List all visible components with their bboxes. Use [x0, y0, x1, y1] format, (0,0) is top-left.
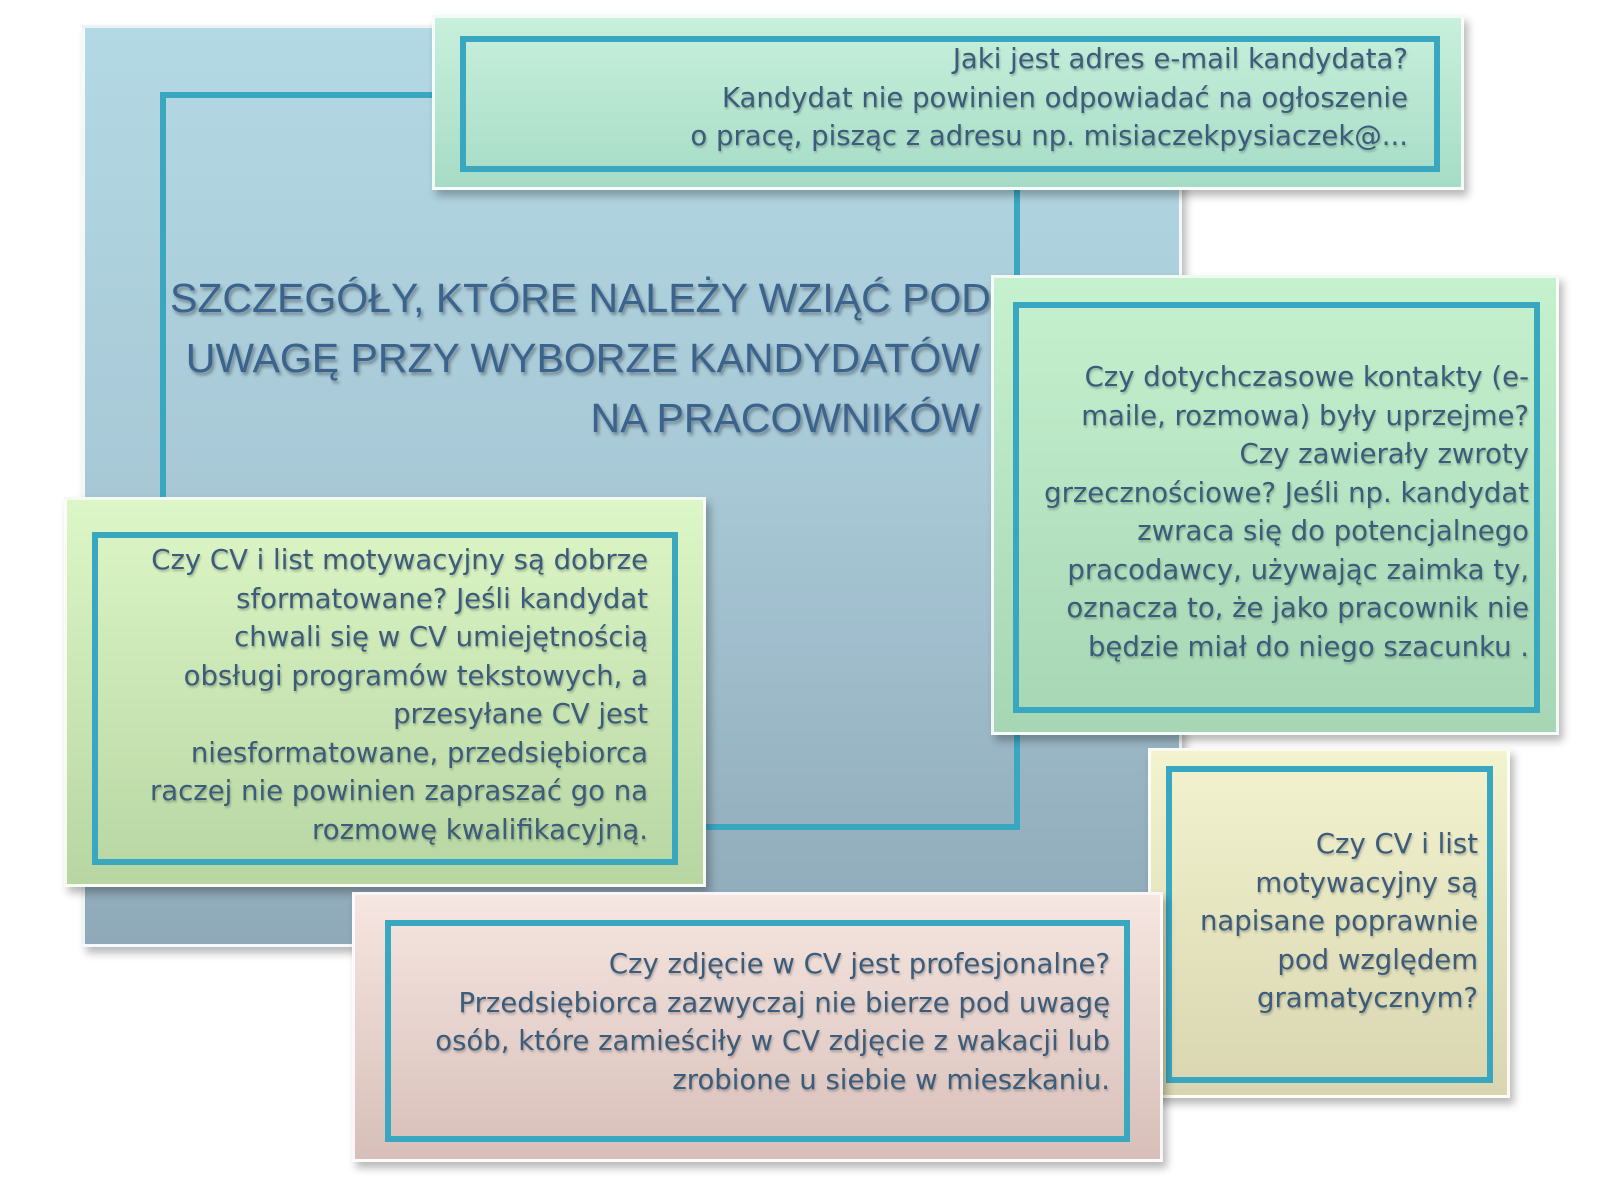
- text-line: pracodawcy, używając zaimka ty,: [1067, 553, 1529, 586]
- text-line: sformatowane? Jeśli kandydat: [236, 582, 648, 615]
- text-line: rozmowę kwalifikacyjną.: [312, 813, 648, 846]
- text-line: zrobione u siebie w mieszkaniu.: [672, 1063, 1110, 1096]
- text-line: Jaki jest adres e-mail kandydata?: [952, 43, 1408, 75]
- text-line: gramatycznym?: [1257, 982, 1478, 1014]
- text-line: maile, rozmowa) były uprzejme?: [1081, 399, 1529, 432]
- text-line: przesyłane CV jest: [393, 698, 648, 730]
- text-line: o pracę, pisząc z adresu np. misiaczekpysiaczek@...: [690, 120, 1408, 152]
- text-line: Czy CV i list: [1315, 828, 1478, 860]
- email-box-text: [470, 40, 1408, 156]
- text-line: Przedsiębiorca zazwyczaj nie bierze pod uwagę: [458, 986, 1110, 1019]
- text-line: oznacza to, że jako pracownik nie: [1066, 592, 1529, 624]
- photo-box-text: [400, 945, 1110, 1099]
- text-line: będzie miał do niego szacunku .: [1087, 630, 1529, 663]
- text-line: chwali się w CV umiejętnością: [234, 621, 648, 653]
- text-line: osób, które zamieściły w CV zdjęcie z wakacji lub: [435, 1025, 1110, 1057]
- text-line: motywacyjny są: [1255, 866, 1478, 899]
- text-line: napisane poprawnie: [1199, 905, 1478, 937]
- text-line: pod względem: [1277, 943, 1478, 976]
- grammar-box-text: [1170, 825, 1478, 1018]
- text-line: Czy zdjęcie w CV jest profesjonalne?: [608, 948, 1110, 980]
- text-line: Czy dotychczasowe kontakty (e-: [1084, 361, 1529, 393]
- title-line: UWAGĘ PRZY WYBORZE KANDYDATÓW: [185, 335, 980, 381]
- text-line: niesformatowane, przedsiębiorca: [190, 736, 648, 769]
- text-line: Kandydat nie powinien odpowiadać na ogłoszenie: [721, 81, 1408, 114]
- text-line: Czy CV i list motywacyjny są dobrze: [151, 544, 648, 576]
- title-line: NA PRACOWNIKÓW: [590, 395, 980, 441]
- text-line: obsługi programów tekstowych, a: [183, 659, 648, 692]
- diagram-title: [170, 268, 991, 448]
- text-line: zwraca się do potencjalnego: [1137, 515, 1529, 547]
- text-line: Czy zawierały zwroty: [1239, 438, 1529, 470]
- contact-box-text: [1020, 358, 1529, 666]
- text-line: grzecznościowe? Jeśli np. kandydat: [1044, 476, 1529, 509]
- cv-format-box-text: [100, 541, 648, 849]
- text-line: raczej nie powinien zapraszać go na: [150, 775, 648, 807]
- title-line: SZCZEGÓŁY, KTÓRE NALEŻY WZIĄĆ POD: [170, 275, 991, 321]
